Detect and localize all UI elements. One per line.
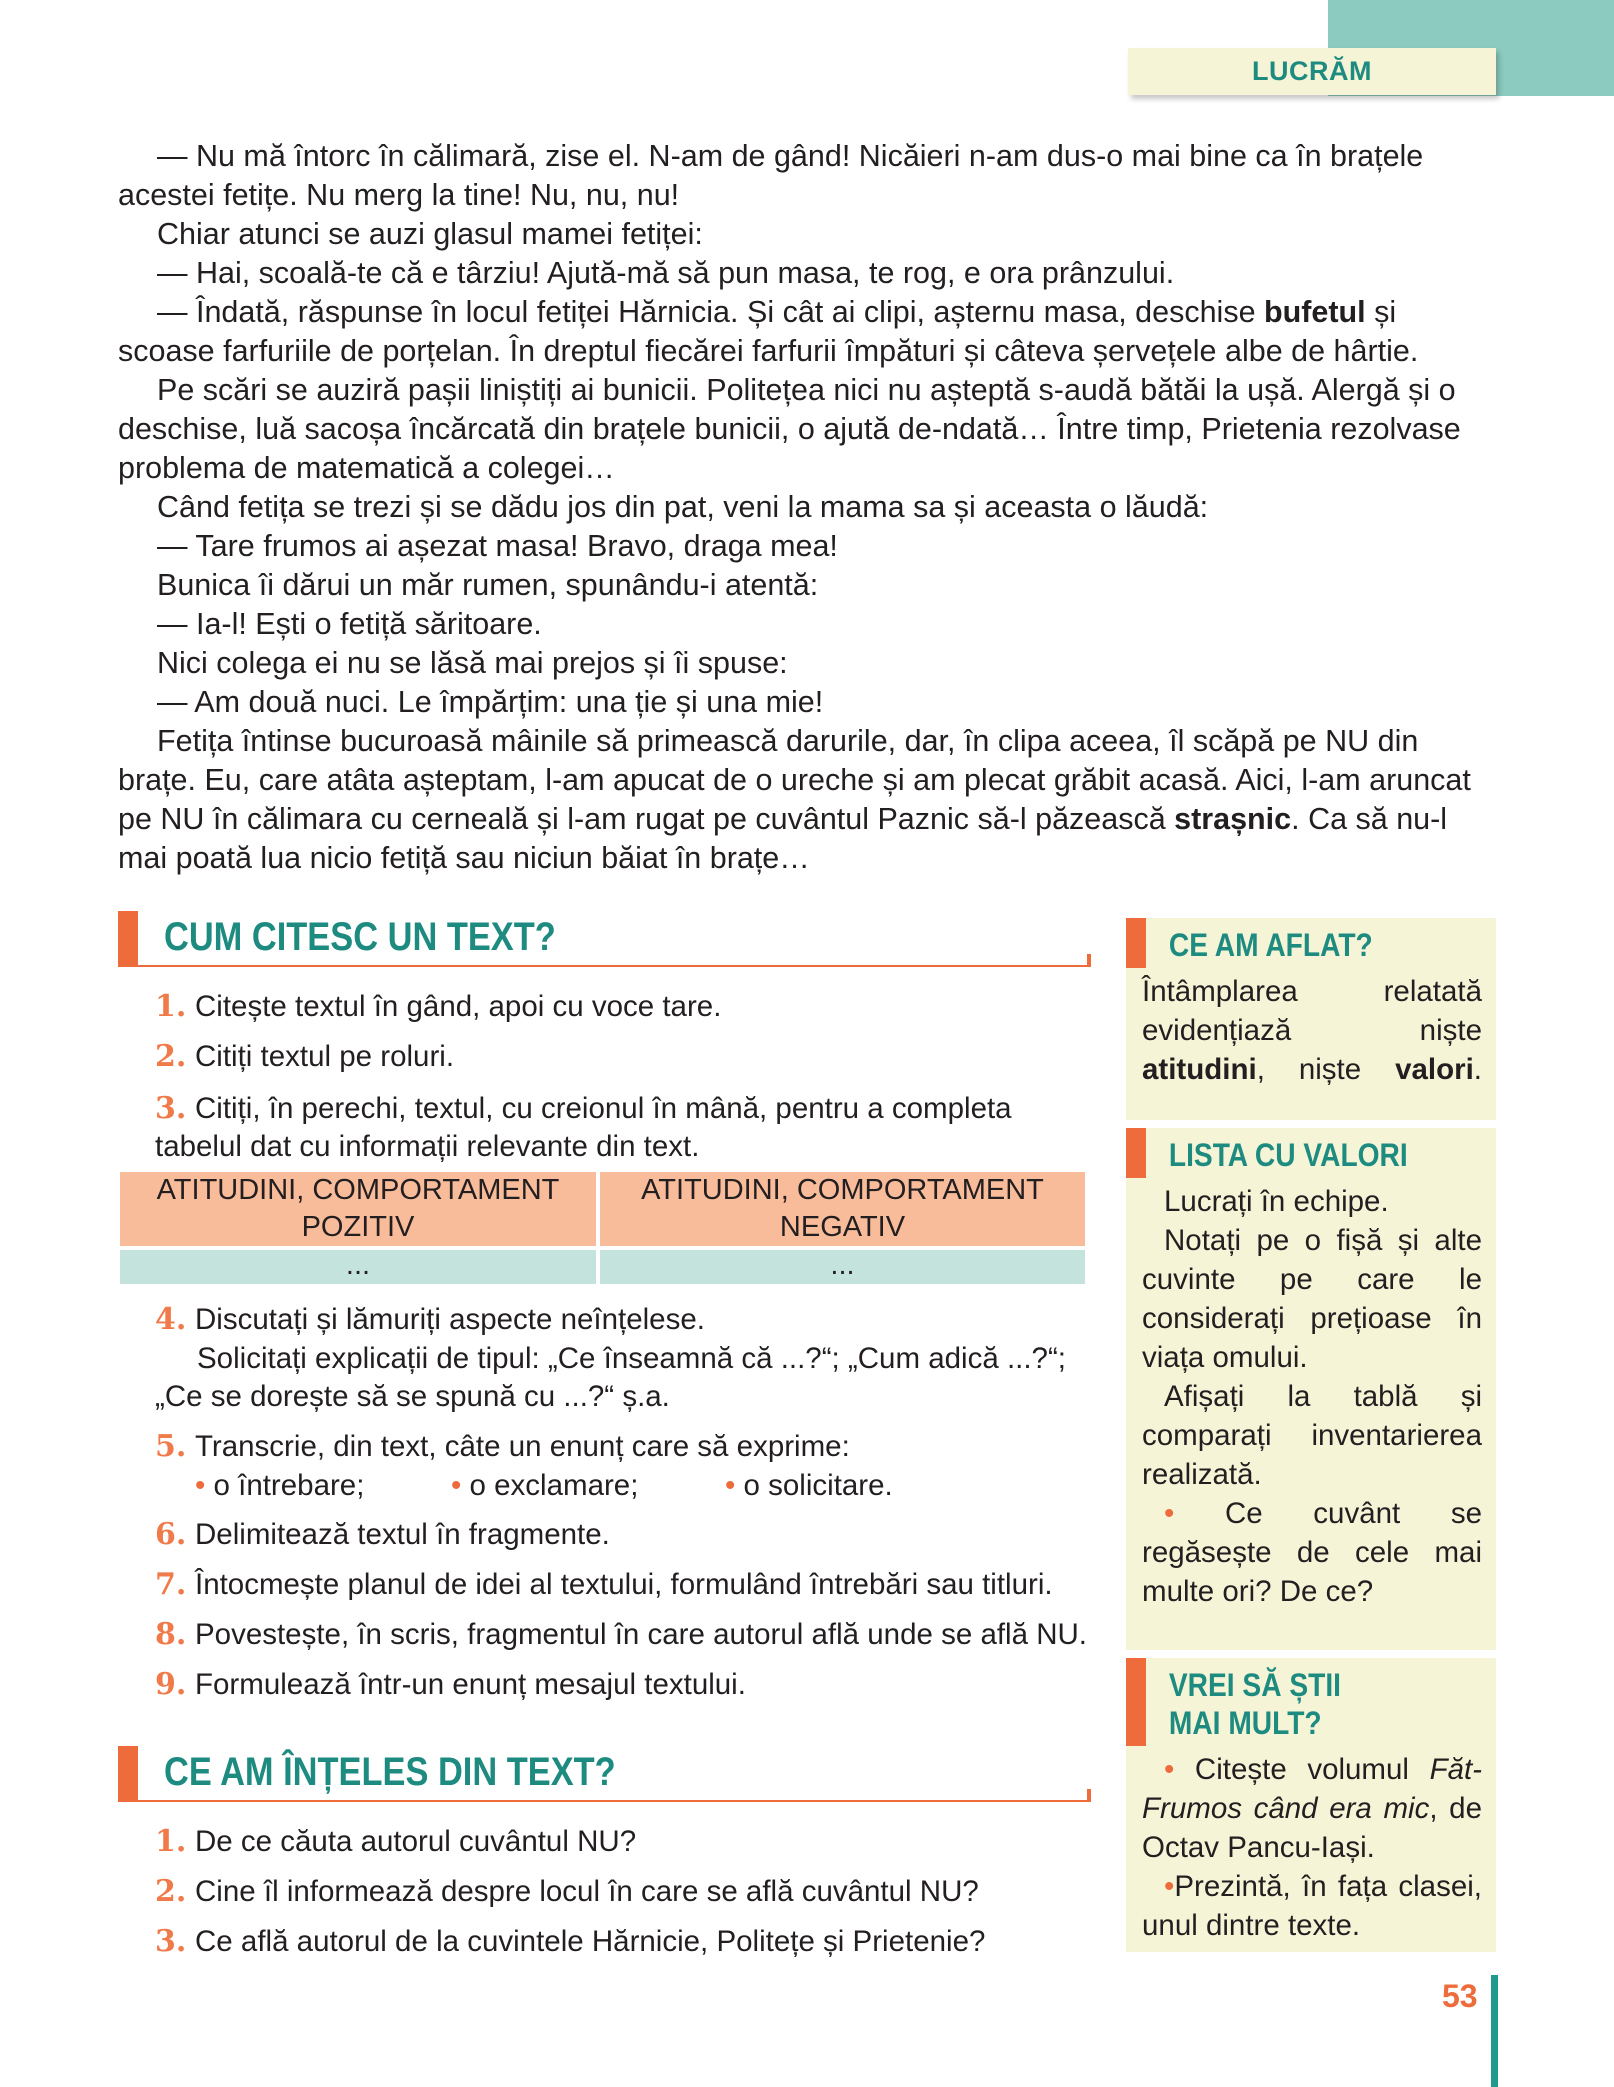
sidebar-box-findings xyxy=(1126,918,1496,1120)
text-span: . xyxy=(1473,1053,1482,1086)
heading-underline xyxy=(138,965,1091,967)
text-span: . Ca să nu-l mai poată lua nicio fetiță sau niciun băiat în brațe… xyxy=(118,802,1448,875)
exercise-number: 2. xyxy=(155,1039,187,1074)
text-span: Prezintă, în fața clasei, unul dintre texte. xyxy=(1142,1870,1482,1942)
heading-tick xyxy=(1087,954,1091,967)
text-span: , de Octav Pancu-Iași. xyxy=(1142,1792,1482,1864)
sidebar-paragraph: Lucrați în echipe. xyxy=(1164,1185,1389,1218)
story-paragraph: Nici colega ei nu se lăsă mai prejos și îi spuse: xyxy=(157,646,788,680)
book-title: Făt-Frumos când era mic xyxy=(1142,1753,1483,1825)
sidebar-box-header xyxy=(1126,1128,1496,1178)
exercise-item xyxy=(155,1038,1090,1076)
exercise-item xyxy=(155,1090,1090,1166)
exercise-number: 5. xyxy=(155,1429,187,1464)
exercise-text: Citiți textul pe roluri. xyxy=(195,1040,455,1073)
bullet-dot: • xyxy=(725,1469,736,1502)
attitudes-table xyxy=(120,1172,1085,1284)
exercise-text: Delimitează textul în fragmente. xyxy=(195,1518,610,1551)
story-paragraph: Când fetița se trezi și se dădu jos din pat, veni la mama sa și aceasta o lăudă: xyxy=(157,490,1209,524)
story-paragraph: — Tare frumos ai așezat masa! Bravo, draga mea! xyxy=(157,529,838,563)
question-number: 1. xyxy=(155,1824,187,1859)
section-heading-understanding xyxy=(118,1746,1091,1802)
sidebar-bar xyxy=(1126,1658,1146,1746)
bullet-item xyxy=(725,1467,893,1505)
bullet-list xyxy=(155,1467,1090,1505)
exercise-number: 8. xyxy=(155,1617,187,1652)
exercise-number: 4. xyxy=(155,1302,187,1337)
text-span: Ce cuvânt se regăsește de cele mai multe ori? De ce? xyxy=(1142,1497,1482,1608)
page-edge-line xyxy=(1491,1975,1498,2087)
section-tag: LUCRĂM xyxy=(1128,48,1496,95)
sidebar-bar xyxy=(1126,1128,1146,1178)
sidebar-paragraph xyxy=(1142,1494,1482,1611)
sidebar-body xyxy=(1126,1178,1496,1619)
table-row xyxy=(120,1250,1085,1284)
bullet-dot: • xyxy=(1164,1753,1175,1786)
story-text xyxy=(118,137,1496,878)
bold-word: valori xyxy=(1395,1053,1474,1086)
text-span: Citește volumul xyxy=(1194,1753,1430,1786)
sidebar-bar xyxy=(1126,918,1146,968)
table-cell: ... xyxy=(120,1250,596,1284)
question-number: 3. xyxy=(155,1924,187,1959)
question-text: Ce află autorul de la cuvintele Hărnicie, Politețe și Prietenie? xyxy=(195,1925,986,1958)
section-title: CUM CITESC UN TEXT? xyxy=(164,915,556,959)
bullet-text: o solicitare. xyxy=(743,1469,893,1502)
story-paragraph: — Nu mă întorc în călimară, zise el. N-am de gând! Nicăieri n-am dus-o mai bine ca în brațele acestei fetițe. Nu merg la tine! Nu, nu, nu! xyxy=(118,139,1424,212)
sidebar-body xyxy=(1126,968,1496,1097)
question-text: Cine îl informează despre locul în care se află cuvântul NU? xyxy=(195,1875,979,1908)
exercise-text: Întocmește planul de idei al textului, formulând întrebări sau titluri. xyxy=(195,1568,1053,1601)
text-span: Fetița întinse bucuroasă mâinile să primească darurile, dar, în clipa aceea, îl scăpă pe NU din brațe. Eu, care atâta așteptam, l-am apucat de o ureche și am plecat grăbit acasă. Aici, l-am aruncat pe NU în călimara cu cerneală și l-am rugat pe cuvântul Paznic să-l păzească xyxy=(118,724,1471,836)
story-paragraph: Pe scări se auziră pașii liniștiți ai bunicii. Politețea nici nu așteptă s-audă bătăi la ușă. Alergă și o deschise, luă sacoșa încărcată din brațele bunicii, o ajută de-ndată… Între timp, Prietenia rezolvase problema de matematică a colegei… xyxy=(118,373,1461,485)
bullet-item xyxy=(451,1467,725,1505)
text-span: Întâmplarea relatată evidențiază niște xyxy=(1142,975,1482,1047)
sidebar-paragraph: Afișați la tablă și comparați inventarierea realizată. xyxy=(1142,1380,1482,1491)
exercise-text: Formulează într-un enunț mesajul textului. xyxy=(195,1668,746,1701)
page-number: 53 xyxy=(1442,1978,1478,2014)
exercise-item xyxy=(155,1566,1090,1604)
exercise-number: 3. xyxy=(155,1091,187,1126)
sidebar-title xyxy=(1146,1658,1341,1746)
story-paragraph: Chiar atunci se auzi glasul mamei fetiței: xyxy=(157,217,703,251)
exercise-item xyxy=(155,1516,1090,1554)
table-header-positive: ATITUDINI, COMPORTAMENT POZITIV xyxy=(120,1172,596,1246)
question-item xyxy=(155,1923,1090,1961)
heading-tick xyxy=(1087,1789,1091,1802)
question-text: De ce căuta autorul cuvântul NU? xyxy=(195,1825,637,1858)
section-heading-how-to-read xyxy=(118,911,1091,967)
heading-bar xyxy=(118,1746,138,1802)
sidebar-box-header xyxy=(1126,1658,1496,1746)
exercise-item xyxy=(155,1616,1090,1654)
bold-word: bufetul xyxy=(1264,295,1366,329)
bold-word: strașnic xyxy=(1174,802,1292,836)
bullet-text: o întrebare; xyxy=(213,1469,365,1502)
exercise-text: Citiți, în perechi, textul, cu creionul în mână, pentru a completa tabelul dat cu informații relevante din text. xyxy=(155,1092,1012,1163)
bullet-text: o exclamare; xyxy=(469,1469,639,1502)
sidebar-paragraph xyxy=(1142,1750,1482,1867)
bullet-item xyxy=(195,1467,451,1505)
table-cell: ... xyxy=(600,1250,1085,1284)
sidebar-title-line: MAI MULT? xyxy=(1168,1705,1322,1741)
sidebar-box-values-list xyxy=(1126,1128,1496,1650)
exercise-text: Discutați și lămuriți aspecte neînțelese. xyxy=(195,1303,705,1336)
story-paragraph: — Am două nuci. Le împărțim: una ție și una mie! xyxy=(157,685,824,719)
section-title: CE AM ÎNȚELES DIN TEXT? xyxy=(164,1750,616,1794)
exercise-number: 7. xyxy=(155,1567,187,1602)
text-span: și scoase farfuriile de porțelan. În dreptul fiecărei farfurii împături și câteva șervețele albe de hârtie. xyxy=(118,295,1419,368)
exercise-item xyxy=(155,1428,1090,1466)
exercise-number: 1. xyxy=(155,989,187,1024)
exercise-number: 9. xyxy=(155,1667,187,1702)
exercise-text: Povestește, în scris, fragmentul în care autorul află unde se află NU. xyxy=(195,1618,1088,1651)
sidebar-paragraph: Notați pe o fișă și alte cuvinte pe care le considerați prețioase în viața omului. xyxy=(1142,1224,1482,1374)
heading-bar xyxy=(118,911,138,967)
sidebar-title-line: VREI SĂ ȘTII xyxy=(1168,1667,1342,1703)
heading-underline xyxy=(138,1800,1091,1802)
exercise-extra: Solicitați explicații de tipul: „Ce înseamnă că ...?“; „Cum adică ...?“; „Ce se dorește să se spună cu ...?“ ș.a. xyxy=(155,1342,1066,1413)
bullet-dot: • xyxy=(1164,1870,1175,1903)
sidebar-box-learn-more xyxy=(1126,1658,1496,1952)
story-paragraph: — Hai, scoală-te că e târziu! Ajută-mă să pun masa, te rog, e ora prânzului. xyxy=(157,256,1175,290)
exercise-item xyxy=(155,1666,1090,1704)
story-paragraph xyxy=(118,722,1496,878)
exercise-item xyxy=(155,988,1090,1026)
question-item xyxy=(155,1873,1090,1911)
table-header-row xyxy=(120,1172,1085,1246)
story-paragraph: — Ia-l! Ești o fetiță săritoare. xyxy=(157,607,542,641)
exercise-text: Transcrie, din text, câte un enunț care să exprime: xyxy=(195,1430,850,1463)
question-item xyxy=(155,1823,1090,1861)
question-number: 2. xyxy=(155,1874,187,1909)
sidebar-paragraph xyxy=(1142,1867,1482,1945)
exercise-item xyxy=(155,1301,1090,1339)
sidebar-box-header xyxy=(1126,918,1496,968)
story-paragraph: Bunica îi dărui un măr rumen, spunându-i atentă: xyxy=(157,568,819,602)
sidebar-title: CE AM AFLAT? xyxy=(1168,927,1373,963)
exercise-number: 6. xyxy=(155,1517,187,1552)
text-span: — Îndată, răspunse în locul fetiței Hărnicia. Și cât ai clipi, așternu masa, deschise xyxy=(157,295,1265,329)
exercise-text: Citește textul în gând, apoi cu voce tare. xyxy=(195,990,722,1023)
bullet-dot: • xyxy=(195,1469,206,1502)
story-paragraph xyxy=(118,293,1496,371)
bullet-dot: • xyxy=(451,1469,462,1502)
sidebar-title: LISTA CU VALORI xyxy=(1168,1137,1408,1173)
table-header-negative: ATITUDINI, COMPORTAMENT NEGATIV xyxy=(600,1172,1085,1246)
bold-word: atitudini xyxy=(1142,1053,1257,1086)
bullet-dot: • xyxy=(1164,1497,1175,1530)
sidebar-body xyxy=(1126,1746,1496,1953)
text-span: , niște xyxy=(1256,1053,1396,1086)
sidebar-line xyxy=(1142,972,1482,1089)
